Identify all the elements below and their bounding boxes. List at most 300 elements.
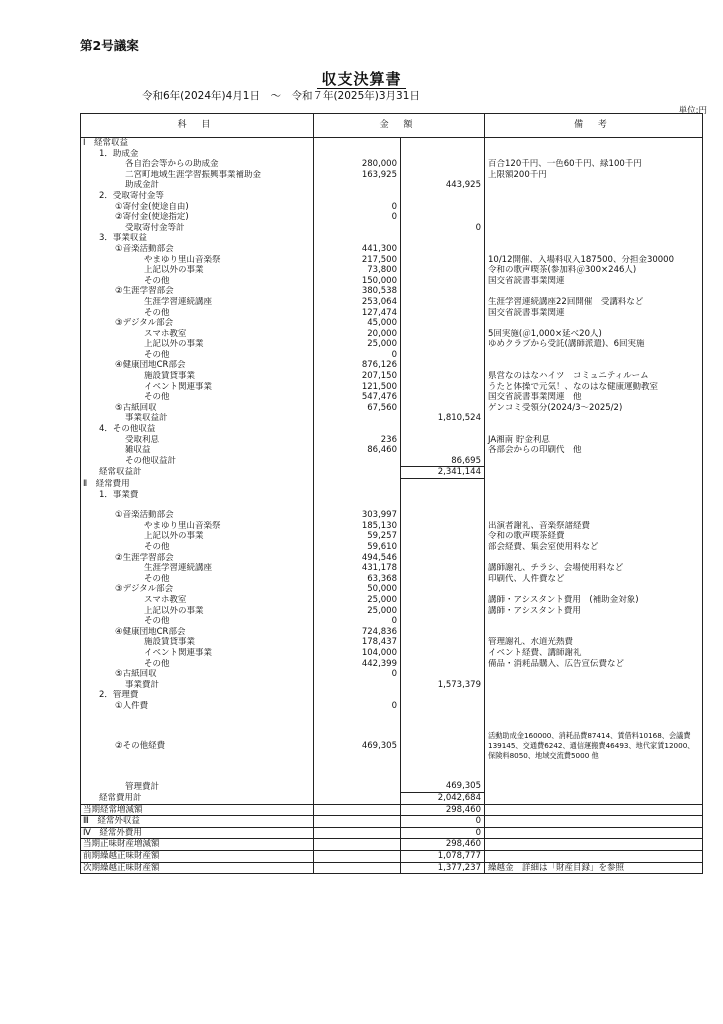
table-row [81,595,703,606]
row-note-cell [485,286,703,297]
table-row [81,138,703,149]
row-item-cell: ⑤古紙回収 [81,403,314,414]
row-subtotal-cell [401,392,485,403]
header-row [81,114,703,138]
table-row [81,360,703,371]
row-item-cell: 2．受取寄付金等 [81,191,314,202]
row-subtotal-cell [401,542,485,553]
table-row [81,413,703,424]
row-item-cell [81,500,314,510]
row-subtotal-cell [401,308,485,319]
table-row [81,170,703,181]
row-amount-cell: 253,064 [361,296,397,307]
row-subtotal-cell [401,616,485,627]
row-item-cell: その他収益計 [81,456,314,467]
row-note-cell [485,827,703,839]
table-row [81,371,703,382]
row-item-cell: 雑収益 [81,445,314,456]
table-row [81,255,703,266]
row-note-cell: ゆめクラブから受託(講師派遣)、6回実施 [485,339,703,350]
row-note-cell [485,500,703,510]
row-subtotal-cell [401,371,485,382]
row-item-cell: 受取利息 [81,435,314,446]
row-item-cell: 3．事業収益 [81,233,314,244]
table-row [81,781,703,792]
row-amount-cell: 280,000 [361,159,397,170]
table-row [81,851,703,863]
row-amount-cell: 442,399 [361,658,397,669]
row-subtotal-cell [401,563,485,574]
row-subtotal-cell: 298,460 [401,804,485,816]
row-amount-cell [314,233,401,244]
row-amount-cell [314,138,401,149]
row-subtotal-cell: 86,695 [401,456,485,467]
row-subtotal-cell [401,339,485,350]
row-subtotal-cell [401,595,485,606]
row-amount-cell [314,456,401,467]
row-item-cell: 1．助成金 [81,149,314,160]
row-note-cell [485,839,703,851]
row-amount-cell: 59,257 [367,531,397,542]
row-amount-cell: 431,178 [361,563,397,574]
row-note-cell [485,233,703,244]
table-row [81,637,703,648]
row-subtotal-cell [401,510,485,521]
row-amount-cell: 876,126 [361,360,397,371]
table-row [81,318,703,329]
row-note-cell: 講師謝礼、チラシ、会場使用料など [485,563,703,574]
row-amount-cell [314,816,401,828]
row-item-cell: 生涯学習連続講座 [81,563,314,574]
row-item-cell: スマホ教室 [81,595,314,606]
row-item-cell: ③デジタル部会 [81,318,314,329]
row-subtotal-cell: 1,377,237 [401,862,485,874]
row-note-cell [485,212,703,223]
table-row [81,584,703,595]
row-item-cell: やまゆり里山音楽祭 [81,255,314,266]
row-amount-cell: 163,925 [361,169,397,180]
row-note-cell: イベント経費、講師謝礼 [485,648,703,659]
row-amount-cell [314,839,401,851]
row-subtotal-cell [401,276,485,287]
row-amount-cell: 121,500 [361,381,397,392]
row-amount-cell: 380,538 [361,286,397,297]
row-subtotal-cell [401,445,485,456]
table-row [81,392,703,403]
table-row [81,574,703,585]
row-note-cell [485,424,703,435]
row-note-cell [485,701,703,712]
row-note-cell: 上限額200千円 [485,170,703,181]
row-subtotal-cell [401,711,485,721]
row-amount-cell: 724,836 [361,626,397,637]
row-item-cell: 当期経常増減額 [81,804,314,816]
header-item: 科 目 [81,114,314,138]
row-note-cell: 生涯学習連続講座22回開催 受講料など [485,297,703,308]
row-amount-cell [314,149,401,160]
table-row [81,521,703,532]
table-row [81,553,703,564]
row-amount-cell: 303,997 [361,510,397,521]
row-amount-cell [314,479,401,490]
row-note-cell: 国交省読書事業関連 [485,276,703,287]
row-amount-cell: 0 [391,616,397,627]
row-amount-cell: 86,460 [367,445,397,456]
row-subtotal-cell [401,212,485,223]
row-item-cell: ①寄付金(使途自由) [81,202,314,213]
row-note-cell: 国交省読書事業関連 [485,308,703,319]
row-amount-cell [314,827,401,839]
row-item-cell: 2．管理費 [81,690,314,701]
row-amount-cell: 0 [391,201,397,212]
table-row [81,159,703,170]
table-row [81,180,703,191]
row-amount-cell: 178,437 [361,637,397,648]
table-row [81,467,703,479]
table-row [81,212,703,223]
row-subtotal-cell: 0 [401,223,485,234]
row-note-cell: 各部会からの印刷代 他 [485,445,703,456]
row-note-cell [485,490,703,501]
row-subtotal-cell: 1,810,524 [401,413,485,424]
row-subtotal-cell [401,138,485,149]
row-subtotal-cell [401,435,485,446]
row-subtotal-cell [401,584,485,595]
document-title [0,68,723,89]
row-note-cell [485,616,703,627]
table-row [81,816,703,828]
row-amount-cell: 469,305 [361,741,397,752]
row-note-cell [485,680,703,691]
table-row [81,382,703,393]
table-row [81,627,703,638]
row-subtotal-cell [401,202,485,213]
row-subtotal-cell [401,382,485,393]
row-note-cell: 管理謝礼、水道光熱費 [485,637,703,648]
row-subtotal-cell [401,286,485,297]
row-amount-cell: 494,546 [361,552,397,563]
row-item-cell: 管理費計 [81,781,314,792]
row-subtotal-cell [401,500,485,510]
row-note-cell [485,202,703,213]
table-row [81,669,703,680]
table-row [81,149,703,160]
table-row [81,771,703,781]
row-item-cell: ②その他経費 [81,721,314,771]
table-row [81,329,703,340]
row-item-cell: 上記以外の事業 [81,531,314,542]
table-row [81,456,703,467]
row-amount-cell: 441,300 [361,243,397,254]
row-amount-cell: 0 [391,212,397,223]
row-note-cell: 繰越金 詳細は「財産目録」を参照 [485,862,703,874]
row-item-cell: イベント関連事業 [81,648,314,659]
row-item-cell: ②寄付金(使途指定) [81,212,314,223]
row-amount-cell: 0 [391,669,397,680]
table-row [81,339,703,350]
row-item-cell: ②生涯学習部会 [81,553,314,564]
row-note-cell: 講師・アシスタント費用 (補助金対象) [485,595,703,606]
row-amount-cell: 73,800 [367,265,397,276]
row-note-cell [485,816,703,828]
row-subtotal-cell: 2,341,144 [401,467,485,479]
row-item-cell: 次期繰越正味財産額 [81,862,314,874]
table-row [81,531,703,542]
row-note-cell [485,669,703,680]
row-amount-cell: 20,000 [367,328,397,339]
row-note-cell [485,456,703,467]
row-note-cell [485,138,703,149]
table-row [81,500,703,510]
row-item-cell: イベント関連事業 [81,382,314,393]
row-amount-cell: 127,474 [361,307,397,318]
row-amount-cell: 0 [391,349,397,360]
row-item-cell: Ⅱ 経常費用 [81,479,314,490]
table-row [81,435,703,446]
row-item-cell: その他 [81,276,314,287]
row-item-cell: その他 [81,392,314,403]
header-amount: 金 額 [314,114,485,138]
row-subtotal-cell [401,690,485,701]
document-label: 第2号議案 [80,38,139,53]
table-row [81,276,703,287]
table-row [81,233,703,244]
table-row [81,542,703,553]
row-subtotal-cell [401,771,485,781]
row-amount-cell: 185,130 [361,520,397,531]
row-note-cell [485,360,703,371]
row-note-cell [485,553,703,564]
row-subtotal-cell [401,329,485,340]
row-amount-cell [314,490,401,501]
row-amount-cell: 150,000 [361,275,397,286]
row-amount-cell [314,180,401,191]
row-note-cell: 百合120千円、一色60千円、緑100千円 [485,159,703,170]
row-note-cell: 5回実施(＠1,000×延べ20人) [485,329,703,340]
row-note-cell [485,584,703,595]
table-row [81,202,703,213]
table-row [81,265,703,276]
row-amount-cell [314,413,401,424]
row-item-cell: ①人件費 [81,701,314,712]
row-item-cell: ①音楽活動部会 [81,244,314,255]
row-item-cell: 二宮町地域生涯学習振興事業補助金 [81,170,314,181]
row-amount-cell [314,223,401,234]
row-note-cell [485,223,703,234]
row-note-cell [485,244,703,255]
row-note-cell: うたと体操で元気！、なのはな健康運動教室 [485,382,703,393]
row-item-cell: やまゆり里山音楽祭 [81,521,314,532]
row-item-cell: その他 [81,350,314,361]
row-amount-cell: 104,000 [361,647,397,658]
row-amount-cell [314,711,401,721]
row-amount-cell: 25,000 [367,339,397,350]
row-note-cell [485,413,703,424]
row-item-cell: 4．その他収益 [81,424,314,435]
table-row [81,490,703,501]
row-subtotal-cell [401,149,485,160]
row-subtotal-cell: 2,042,684 [401,793,485,805]
row-subtotal-cell [401,659,485,670]
table-row [81,793,703,805]
row-item-cell: ④健康団地CR部会 [81,360,314,371]
row-amount-cell: 25,000 [367,594,397,605]
row-note-cell [485,149,703,160]
row-item-cell: ④健康団地CR部会 [81,627,314,638]
row-note-cell: 国交省読書事業関連 他 [485,392,703,403]
row-item-cell: 助成金計 [81,180,314,191]
row-amount-cell [314,690,401,701]
table-row [81,286,703,297]
row-subtotal-cell: 1,078,777 [401,851,485,863]
table-row [81,827,703,839]
row-item-cell: Ⅲ 経常外収益 [81,816,314,828]
row-item-cell [81,771,314,781]
row-subtotal-cell [401,159,485,170]
row-note-cell: 出演者謝礼、音楽祭諸経費 [485,521,703,532]
row-item-cell: その他 [81,308,314,319]
row-note-cell [485,467,703,479]
row-item-cell: 当期正味財産増減額 [81,839,314,851]
table-row [81,659,703,670]
row-item-cell: スマホ教室 [81,329,314,340]
table-body [81,138,703,874]
row-subtotal-cell: 298,460 [401,839,485,851]
row-note-cell: 活動助成金160000、消耗品費87414、賃借料10168、会議費139145、交通費6242、通信運搬費46493、地代家賃12000、保険料8050、地域交流費5000 他 [485,721,703,771]
row-subtotal-cell [401,479,485,490]
row-item-cell: その他 [81,616,314,627]
row-subtotal-cell [401,553,485,564]
row-amount-cell [314,804,401,816]
row-amount-cell: 207,150 [361,371,397,382]
table-row [81,308,703,319]
row-subtotal-cell [401,648,485,659]
row-note-cell [485,479,703,490]
row-subtotal-cell [401,521,485,532]
row-subtotal-cell [401,170,485,181]
table-row [81,701,703,712]
row-item-cell: 生涯学習連続講座 [81,297,314,308]
row-subtotal-cell: 0 [401,827,485,839]
row-note-cell [485,690,703,701]
row-subtotal-cell: 0 [401,816,485,828]
row-note-cell [485,510,703,521]
table-row [81,606,703,617]
row-amount-cell [314,191,401,202]
row-subtotal-cell [401,701,485,712]
row-note-cell: 部会経費、集会室使用料など [485,542,703,553]
row-subtotal-cell [401,424,485,435]
row-amount-cell [314,467,401,479]
table-row [81,711,703,721]
row-subtotal-cell [401,233,485,244]
row-note-cell [485,191,703,202]
row-subtotal-cell [401,606,485,617]
row-subtotal-cell [401,574,485,585]
row-item-cell: ③デジタル部会 [81,584,314,595]
row-subtotal-cell [401,721,485,771]
row-note-cell: 講師・アシスタント費用 [485,606,703,617]
table-row [81,244,703,255]
row-subtotal-cell: 443,925 [401,180,485,191]
header-note: 備 考 [485,114,703,138]
row-amount-cell [314,862,401,874]
row-subtotal-cell [401,265,485,276]
row-subtotal-cell [401,531,485,542]
row-amount-cell: 59,610 [367,541,397,552]
table-row [81,424,703,435]
row-item-cell: その他 [81,574,314,585]
row-amount-cell [314,793,401,805]
row-subtotal-cell [401,360,485,371]
row-item-cell: 施設賃貸事業 [81,637,314,648]
row-subtotal-cell [401,490,485,501]
table-row [81,223,703,234]
row-amount-cell [314,424,401,435]
row-amount-cell [314,781,401,792]
row-item-cell: 1．事業費 [81,490,314,501]
row-amount-cell [314,771,401,781]
table-row [81,445,703,456]
row-item-cell: 経常費用計 [81,793,314,805]
row-amount-cell: 50,000 [367,584,397,595]
row-subtotal-cell [401,627,485,638]
row-item-cell: 各自治会等からの助成金 [81,159,314,170]
row-subtotal-cell [401,191,485,202]
row-amount-cell: 45,000 [367,318,397,329]
row-amount-cell: 0 [391,700,397,711]
row-subtotal-cell [401,350,485,361]
row-note-cell: 県営なのはなハイツ コミュニティルーム [485,371,703,382]
table-row [81,648,703,659]
row-note-cell [485,793,703,805]
row-item-cell: Ⅳ 経常外費用 [81,827,314,839]
settlement-table [80,113,703,874]
table-row [81,690,703,701]
table-row [81,479,703,490]
row-item-cell: 前期繰越正味財産額 [81,851,314,863]
row-item-cell: ①音楽活動部会 [81,510,314,521]
row-subtotal-cell [401,318,485,329]
row-item-cell: 上記以外の事業 [81,265,314,276]
row-item-cell: ②生涯学習部会 [81,286,314,297]
row-item-cell: 上記以外の事業 [81,606,314,617]
row-item-cell: 受取寄付金等計 [81,223,314,234]
table-row [81,839,703,851]
row-subtotal-cell: 469,305 [401,781,485,792]
row-note-cell: 令和の歌声喫茶(参加料＠300×246人) [485,265,703,276]
row-subtotal-cell: 1,573,379 [401,680,485,691]
row-note-cell [485,771,703,781]
table-row [81,297,703,308]
title-text: 収支決算書 [317,70,405,89]
unit-label: 単位:円 [678,106,707,116]
fiscal-period: 令和6年(2024年)4月1日 ～ 令和７年(2025年)3月31日 [142,90,420,102]
row-subtotal-cell [401,669,485,680]
row-item-cell [81,711,314,721]
row-amount-cell [314,851,401,863]
row-amount-cell: 67,560 [367,402,397,413]
table-row [81,191,703,202]
table-row [81,721,703,771]
row-amount-cell [314,500,401,510]
row-item-cell: ⑤古紙回収 [81,669,314,680]
row-note-cell: 令和の歌声喫茶経費 [485,531,703,542]
row-note-cell [485,804,703,816]
row-note-cell [485,851,703,863]
row-note-cell: 10/12開催、入場料収入187500、分担金30000 [485,255,703,266]
row-subtotal-cell [401,637,485,648]
